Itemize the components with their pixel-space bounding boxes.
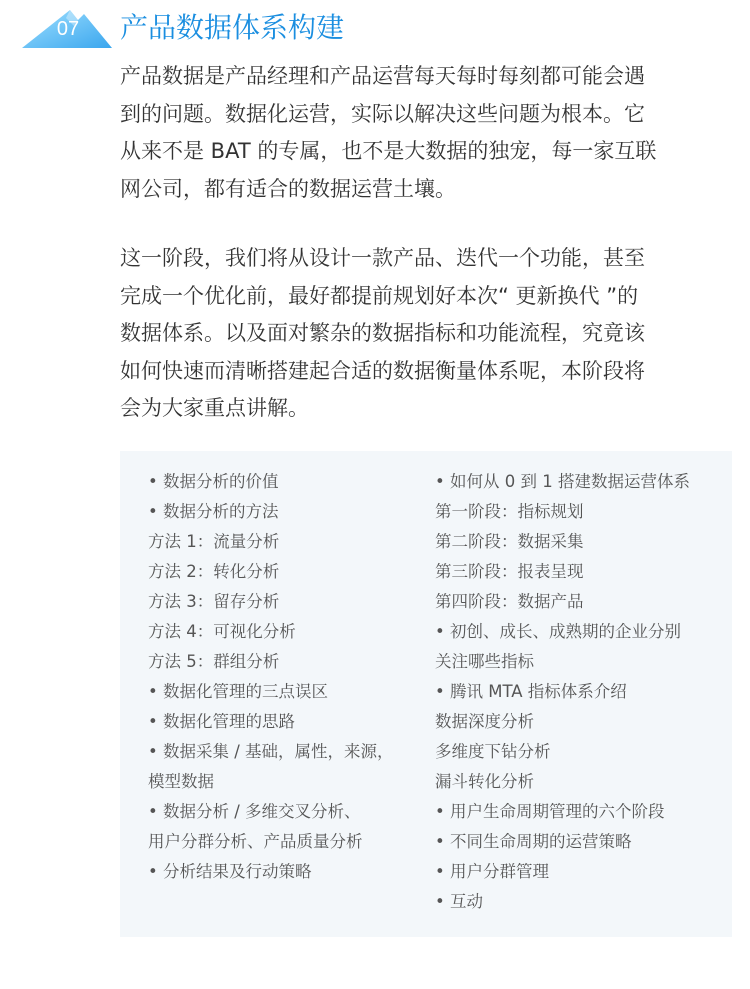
outline-item: • 如何从 0 到 1 搭建数据运营体系 (435, 472, 690, 491)
outline-item: 第四阶段：数据产品 (435, 592, 584, 611)
outline-item: • 用户生命周期管理的六个阶段 (435, 802, 665, 821)
paragraph-line: 完成一个优化前，最好都提前规划好本次“ 更新换代 ”的 (120, 283, 639, 308)
paragraph-line: 产品数据是产品经理和产品运营每天每时每刻都可能会遇 (120, 64, 645, 88)
outline-item: • 数据采集 / 基础，属性，来源， (148, 742, 394, 761)
outline-item: • 数据分析的方法 (148, 502, 279, 521)
outline-item: 关注哪些指标 (435, 652, 534, 671)
paragraph-line: 如何快速而清晰搭建起合适的数据衡量体系呢，本阶段将 (120, 358, 645, 383)
paragraph-line: 网公司，都有适合的数据运营土壤。 (120, 176, 456, 201)
outline-item: 第三阶段：报表呈现 (435, 562, 584, 581)
outline-item: 方法 5：群组分析 (148, 652, 280, 671)
outline-item: 第一阶段：指标规划 (435, 502, 584, 521)
outline-item: 数据深度分析 (435, 712, 534, 731)
section-title: 产品数据体系构建 (120, 11, 345, 44)
outline-item: • 数据化管理的思路 (148, 712, 295, 731)
outline-right-column (435, 467, 725, 917)
outline-item: 用户分群分析、产品质量分析 (148, 832, 363, 851)
outline-item: • 不同生命周期的运营策略 (435, 832, 632, 851)
outline-item: 方法 2：转化分析 (148, 562, 280, 581)
outline-item: 漏斗转化分析 (435, 772, 534, 791)
outline-item: • 数据化管理的三点误区 (148, 682, 328, 701)
paragraph-line: 到的问题。数据化运营，实际以解决这些问题为根本。它 (120, 101, 645, 126)
intro-paragraph (120, 58, 732, 208)
outline-item: 方法 4：可视化分析 (148, 622, 296, 641)
outline-item: 第二阶段：数据采集 (435, 532, 584, 551)
outline-item: • 用户分群管理 (435, 862, 549, 881)
paragraph-line: 这一阶段，我们将从设计一款产品、迭代一个功能，甚至 (120, 246, 645, 270)
paragraph-line: 从来不是 BAT 的专属，也不是大数据的独宠，每一家互联 (120, 139, 657, 163)
outline-item: • 分析结果及行动策略 (148, 862, 312, 881)
outline-item: 模型数据 (148, 772, 214, 791)
outline-item: 方法 3：留存分析 (148, 592, 280, 611)
stage-paragraph (120, 240, 732, 428)
course-outline-box (120, 451, 732, 937)
outline-item: • 初创、成长、成熟期的企业分别 (435, 622, 681, 641)
outline-item: • 数据分析的价值 (148, 472, 279, 491)
section-number: 07 (56, 18, 80, 40)
paragraph-line: 数据体系。以及面对繁杂的数据指标和功能流程，究竟该 (120, 321, 645, 345)
paragraph-line: 会为大家重点讲解。 (120, 396, 309, 420)
outline-item: 多维度下钻分析 (435, 742, 551, 761)
outline-item: • 腾讯 MTA 指标体系介绍 (435, 682, 627, 701)
outline-item: 方法 1：流量分析 (148, 532, 280, 551)
outline-item: • 互动 (435, 892, 483, 911)
section-number-badge (18, 6, 114, 50)
outline-item: • 数据分析 / 多维交叉分析、 (148, 802, 361, 821)
outline-left-column (148, 467, 418, 887)
